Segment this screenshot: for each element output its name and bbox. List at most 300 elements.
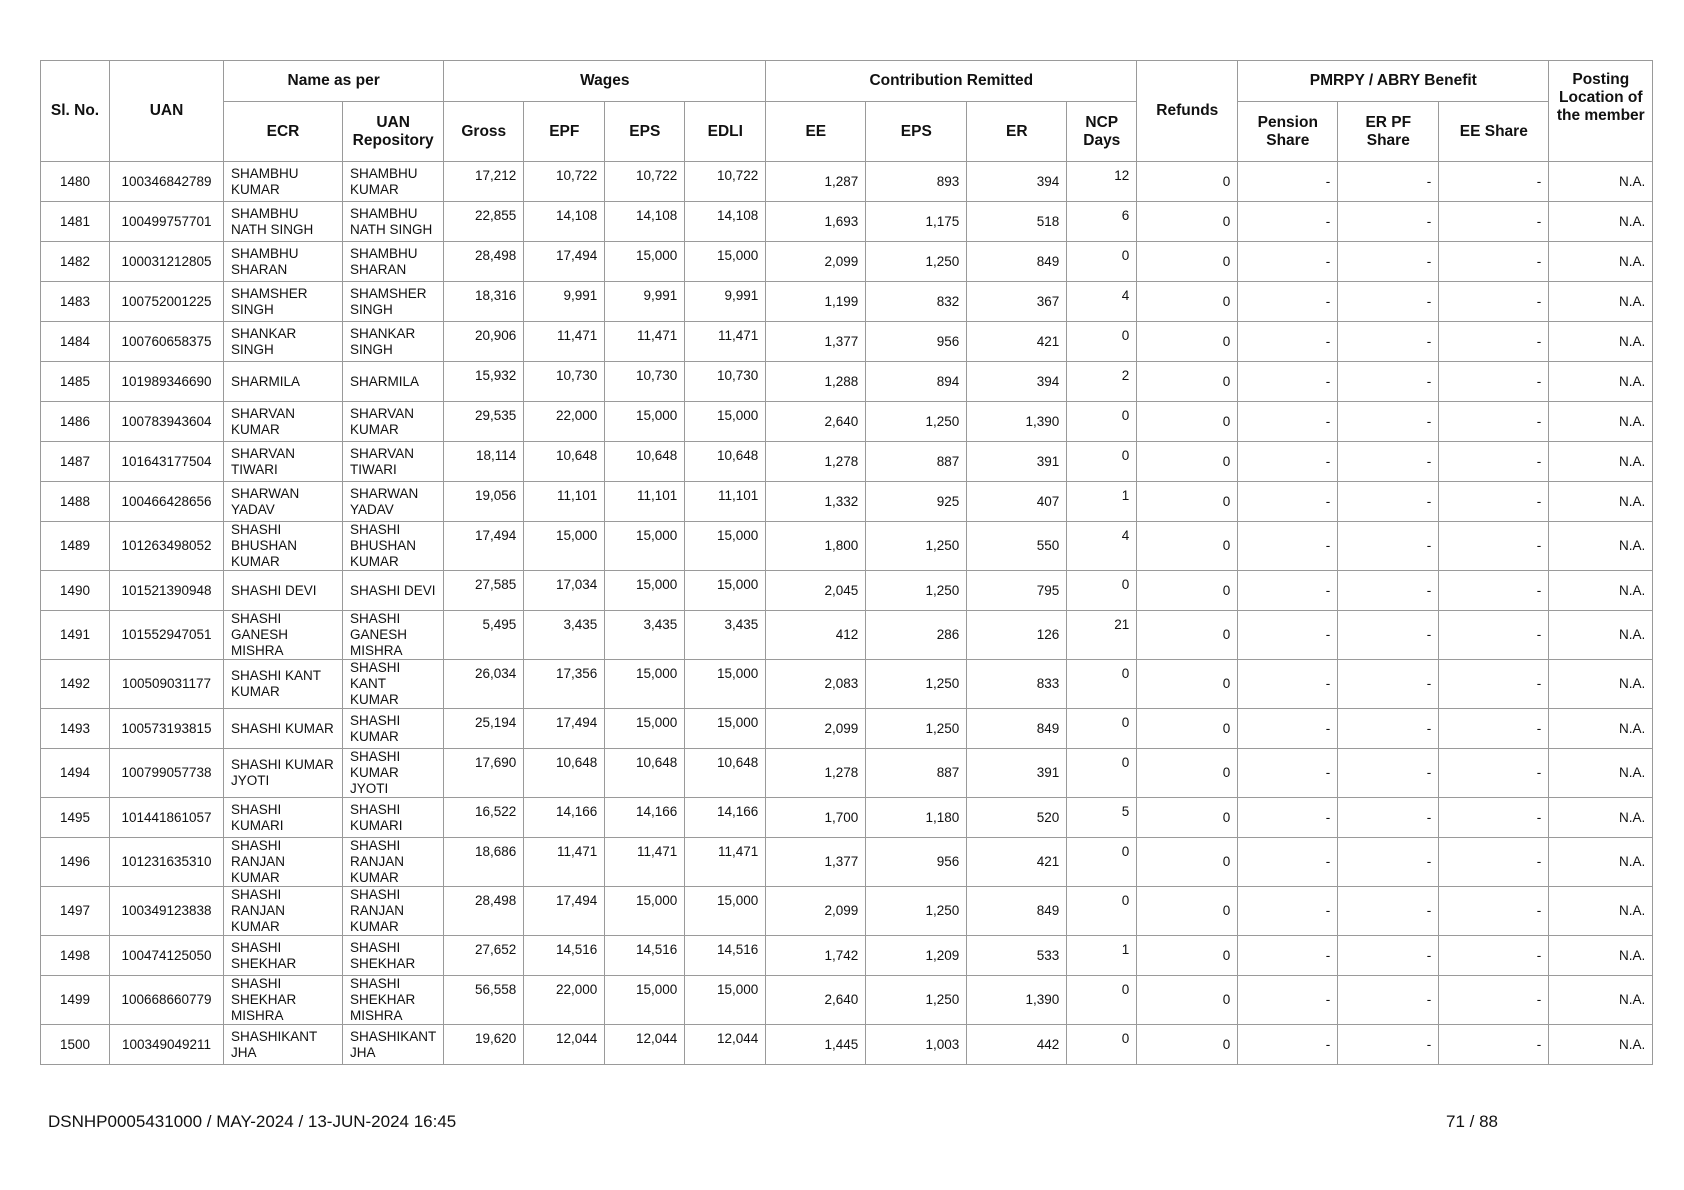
cell-er: 391	[967, 749, 1067, 798]
cell-ncp-days: 0	[1067, 838, 1137, 887]
cell-refunds: 0	[1137, 798, 1238, 838]
cell-ee-share: -	[1439, 442, 1549, 482]
col-ee-share: EE Share	[1439, 102, 1549, 162]
table-row	[41, 242, 1653, 282]
cell-er: 520	[967, 798, 1067, 838]
cell-ecr-name: SHAMBHU NATH SINGH	[224, 202, 343, 242]
cell-epf: 3,435	[524, 611, 605, 660]
cell-gross: 19,056	[444, 482, 524, 522]
cell-ee: 1,700	[766, 798, 866, 838]
cell-uan: 101989346690	[110, 362, 224, 402]
cell-edli: 12,044	[685, 1025, 766, 1065]
cell-gross: 17,494	[444, 522, 524, 571]
cell-ee-share: -	[1439, 282, 1549, 322]
cell-ecr-name: SHASHI KUMARI	[224, 798, 343, 838]
cell-er-pf-share: -	[1338, 887, 1439, 936]
cell-edli: 11,101	[685, 482, 766, 522]
cell-posting-location: N.A.	[1549, 798, 1653, 838]
cell-refunds: 0	[1137, 571, 1238, 611]
cell-ecr-name: SHAMSHER SINGH	[224, 282, 343, 322]
cell-epf: 22,000	[524, 402, 605, 442]
cell-contribution-eps: 1,250	[866, 660, 967, 709]
cell-edli: 10,648	[685, 749, 766, 798]
cell-epf: 12,044	[524, 1025, 605, 1065]
cell-er-pf-share: -	[1338, 402, 1439, 442]
cell-ee: 1,278	[766, 442, 866, 482]
cell-uan: 100349123838	[110, 887, 224, 936]
cell-uan-name: SHASHI KUMAR	[343, 709, 444, 749]
cell-refunds: 0	[1137, 322, 1238, 362]
cell-ee-share: -	[1439, 1025, 1549, 1065]
cell-posting-location: N.A.	[1549, 611, 1653, 660]
cell-epf: 10,722	[524, 162, 605, 202]
cell-uan-name: SHASHI GANESH MISHRA	[343, 611, 444, 660]
cell-ncp-days: 0	[1067, 709, 1137, 749]
cell-edli: 14,108	[685, 202, 766, 242]
cell-er-pf-share: -	[1338, 322, 1439, 362]
cell-er-pf-share: -	[1338, 1025, 1439, 1065]
cell-er: 550	[967, 522, 1067, 571]
cell-ee-share: -	[1439, 838, 1549, 887]
table-row	[41, 482, 1653, 522]
cell-er: 421	[967, 322, 1067, 362]
cell-er-pf-share: -	[1338, 936, 1439, 976]
cell-er-pf-share: -	[1338, 976, 1439, 1025]
table-row	[41, 936, 1653, 976]
col-posting-location: Posting Location of the member	[1549, 61, 1653, 162]
cell-posting-location: N.A.	[1549, 976, 1653, 1025]
cell-posting-location: N.A.	[1549, 936, 1653, 976]
cell-wages-eps: 15,000	[605, 522, 685, 571]
cell-ee: 2,640	[766, 402, 866, 442]
cell-ee-share: -	[1439, 482, 1549, 522]
cell-er: 1,390	[967, 976, 1067, 1025]
cell-ncp-days: 0	[1067, 571, 1137, 611]
cell-uan-name: SHAMBHU KUMAR	[343, 162, 444, 202]
cell-contribution-eps: 925	[866, 482, 967, 522]
cell-posting-location: N.A.	[1549, 402, 1653, 442]
cell-sl-no: 1487	[41, 442, 110, 482]
cell-edli: 11,471	[685, 838, 766, 887]
cell-wages-eps: 15,000	[605, 402, 685, 442]
cell-edli: 15,000	[685, 709, 766, 749]
cell-er-pf-share: -	[1338, 709, 1439, 749]
cell-epf: 14,166	[524, 798, 605, 838]
cell-ecr-name: SHARVAN KUMAR	[224, 402, 343, 442]
cell-uan-name: SHAMBHU NATH SINGH	[343, 202, 444, 242]
cell-posting-location: N.A.	[1549, 322, 1653, 362]
cell-wages-eps: 15,000	[605, 976, 685, 1025]
cell-posting-location: N.A.	[1549, 709, 1653, 749]
cell-uan: 100752001225	[110, 282, 224, 322]
table-row	[41, 749, 1653, 798]
cell-contribution-eps: 1,250	[866, 242, 967, 282]
cell-edli: 9,991	[685, 282, 766, 322]
cell-ecr-name: SHASHI GANESH MISHRA	[224, 611, 343, 660]
col-wages-eps: EPS	[605, 102, 685, 162]
cell-refunds: 0	[1137, 660, 1238, 709]
cell-ncp-days: 4	[1067, 282, 1137, 322]
cell-gross: 15,932	[444, 362, 524, 402]
cell-sl-no: 1480	[41, 162, 110, 202]
cell-er: 421	[967, 838, 1067, 887]
cell-ee: 1,278	[766, 749, 866, 798]
cell-ee-share: -	[1439, 322, 1549, 362]
cell-pension-share: -	[1238, 442, 1338, 482]
cell-er-pf-share: -	[1338, 660, 1439, 709]
table-row	[41, 838, 1653, 887]
cell-ee: 1,693	[766, 202, 866, 242]
cell-refunds: 0	[1137, 1025, 1238, 1065]
cell-edli: 15,000	[685, 571, 766, 611]
cell-uan-name: SHASHI BHUSHAN KUMAR	[343, 522, 444, 571]
cell-ee-share: -	[1439, 402, 1549, 442]
cell-edli: 15,000	[685, 887, 766, 936]
cell-gross: 28,498	[444, 242, 524, 282]
cell-posting-location: N.A.	[1549, 482, 1653, 522]
cell-uan-name: SHARVAN KUMAR	[343, 402, 444, 442]
cell-uan-name: SHASHI DEVI	[343, 571, 444, 611]
cell-er: 407	[967, 482, 1067, 522]
cell-er: 518	[967, 202, 1067, 242]
cell-gross: 19,620	[444, 1025, 524, 1065]
cell-er-pf-share: -	[1338, 522, 1439, 571]
cell-ee: 2,099	[766, 887, 866, 936]
cell-ncp-days: 0	[1067, 887, 1137, 936]
cell-uan: 100349049211	[110, 1025, 224, 1065]
cell-ecr-name: SHARWAN YADAV	[224, 482, 343, 522]
cell-epf: 17,494	[524, 242, 605, 282]
cell-epf: 14,108	[524, 202, 605, 242]
page-number: 71 / 88	[1446, 1112, 1498, 1131]
table-row	[41, 571, 1653, 611]
col-er: ER	[967, 102, 1067, 162]
table-row	[41, 282, 1653, 322]
cell-ncp-days: 2	[1067, 362, 1137, 402]
group-wages: Wages	[444, 61, 766, 102]
cell-ee-share: -	[1439, 976, 1549, 1025]
cell-contribution-eps: 1,250	[866, 976, 967, 1025]
cell-contribution-eps: 887	[866, 442, 967, 482]
cell-ee: 2,045	[766, 571, 866, 611]
cell-wages-eps: 15,000	[605, 887, 685, 936]
cell-epf: 17,494	[524, 887, 605, 936]
cell-refunds: 0	[1137, 887, 1238, 936]
document-reference: DSNHP0005431000 / MAY-2024 / 13-JUN-2024 16:45	[48, 1112, 457, 1131]
cell-er-pf-share: -	[1338, 838, 1439, 887]
cell-er-pf-share: -	[1338, 162, 1439, 202]
cell-wages-eps: 11,471	[605, 838, 685, 887]
cell-uan-name: SHAMBHU SHARAN	[343, 242, 444, 282]
cell-ncp-days: 0	[1067, 976, 1137, 1025]
cell-uan: 100573193815	[110, 709, 224, 749]
cell-sl-no: 1484	[41, 322, 110, 362]
cell-ee-share: -	[1439, 611, 1549, 660]
cell-refunds: 0	[1137, 976, 1238, 1025]
cell-uan: 100466428656	[110, 482, 224, 522]
cell-sl-no: 1492	[41, 660, 110, 709]
table-row	[41, 887, 1653, 936]
cell-edli: 10,730	[685, 362, 766, 402]
cell-pension-share: -	[1238, 976, 1338, 1025]
cell-refunds: 0	[1137, 362, 1238, 402]
table-row	[41, 522, 1653, 571]
cell-posting-location: N.A.	[1549, 749, 1653, 798]
col-ee: EE	[766, 102, 866, 162]
cell-gross: 26,034	[444, 660, 524, 709]
cell-epf: 14,516	[524, 936, 605, 976]
cell-edli: 11,471	[685, 322, 766, 362]
cell-epf: 9,991	[524, 282, 605, 322]
cell-ee-share: -	[1439, 749, 1549, 798]
cell-ee: 412	[766, 611, 866, 660]
cell-posting-location: N.A.	[1549, 887, 1653, 936]
cell-er-pf-share: -	[1338, 798, 1439, 838]
cell-er-pf-share: -	[1338, 482, 1439, 522]
cell-epf: 11,101	[524, 482, 605, 522]
cell-ncp-days: 0	[1067, 1025, 1137, 1065]
cell-gross: 18,686	[444, 838, 524, 887]
cell-ecr-name: SHASHI KUMAR JYOTI	[224, 749, 343, 798]
cell-ee-share: -	[1439, 798, 1549, 838]
cell-uan: 101263498052	[110, 522, 224, 571]
cell-posting-location: N.A.	[1549, 571, 1653, 611]
cell-er-pf-share: -	[1338, 202, 1439, 242]
cell-ee: 1,742	[766, 936, 866, 976]
cell-refunds: 0	[1137, 936, 1238, 976]
cell-pension-share: -	[1238, 571, 1338, 611]
cell-sl-no: 1498	[41, 936, 110, 976]
cell-uan: 100799057738	[110, 749, 224, 798]
cell-wages-eps: 15,000	[605, 242, 685, 282]
cell-gross: 27,585	[444, 571, 524, 611]
col-uan: UAN	[110, 61, 224, 162]
cell-ecr-name: SHASHI BHUSHAN KUMAR	[224, 522, 343, 571]
cell-gross: 17,690	[444, 749, 524, 798]
table-row	[41, 402, 1653, 442]
cell-posting-location: N.A.	[1549, 838, 1653, 887]
cell-er: 442	[967, 1025, 1067, 1065]
cell-ecr-name: SHASHI KANT KUMAR	[224, 660, 343, 709]
cell-epf: 11,471	[524, 322, 605, 362]
cell-edli: 14,516	[685, 936, 766, 976]
cell-sl-no: 1495	[41, 798, 110, 838]
cell-wages-eps: 11,471	[605, 322, 685, 362]
cell-uan: 100031212805	[110, 242, 224, 282]
cell-uan: 100474125050	[110, 936, 224, 976]
cell-refunds: 0	[1137, 242, 1238, 282]
cell-ncp-days: 1	[1067, 936, 1137, 976]
cell-uan-name: SHARVAN TIWARI	[343, 442, 444, 482]
cell-uan: 101521390948	[110, 571, 224, 611]
cell-uan-name: SHASHIKANT JHA	[343, 1025, 444, 1065]
cell-uan: 100783943604	[110, 402, 224, 442]
cell-gross: 28,498	[444, 887, 524, 936]
cell-refunds: 0	[1137, 202, 1238, 242]
cell-sl-no: 1482	[41, 242, 110, 282]
cell-refunds: 0	[1137, 522, 1238, 571]
cell-epf: 17,356	[524, 660, 605, 709]
cell-ncp-days: 21	[1067, 611, 1137, 660]
cell-sl-no: 1500	[41, 1025, 110, 1065]
cell-wages-eps: 10,648	[605, 749, 685, 798]
cell-uan-name: SHANKAR SINGH	[343, 322, 444, 362]
cell-refunds: 0	[1137, 162, 1238, 202]
cell-sl-no: 1486	[41, 402, 110, 442]
cell-er-pf-share: -	[1338, 611, 1439, 660]
cell-ecr-name: SHASHIKANT JHA	[224, 1025, 343, 1065]
cell-contribution-eps: 894	[866, 362, 967, 402]
cell-sl-no: 1494	[41, 749, 110, 798]
cell-refunds: 0	[1137, 442, 1238, 482]
cell-ncp-days: 4	[1067, 522, 1137, 571]
cell-ee-share: -	[1439, 362, 1549, 402]
cell-wages-eps: 10,648	[605, 442, 685, 482]
cell-wages-eps: 15,000	[605, 660, 685, 709]
cell-edli: 15,000	[685, 242, 766, 282]
cell-er-pf-share: -	[1338, 749, 1439, 798]
cell-wages-eps: 15,000	[605, 571, 685, 611]
col-epf: EPF	[524, 102, 605, 162]
cell-uan: 100509031177	[110, 660, 224, 709]
group-contribution-remitted: Contribution Remitted	[766, 61, 1137, 102]
cell-posting-location: N.A.	[1549, 1025, 1653, 1065]
cell-uan-name: SHASHI SHEKHAR	[343, 936, 444, 976]
cell-contribution-eps: 893	[866, 162, 967, 202]
cell-er: 394	[967, 362, 1067, 402]
cell-contribution-eps: 1,175	[866, 202, 967, 242]
cell-posting-location: N.A.	[1549, 202, 1653, 242]
cell-ecr-name: SHAMBHU SHARAN	[224, 242, 343, 282]
cell-posting-location: N.A.	[1549, 242, 1653, 282]
cell-uan: 100760658375	[110, 322, 224, 362]
cell-pension-share: -	[1238, 749, 1338, 798]
cell-er-pf-share: -	[1338, 242, 1439, 282]
cell-edli: 10,648	[685, 442, 766, 482]
group-pmrpy-abry: PMRPY / ABRY Benefit	[1238, 61, 1549, 102]
cell-uan-name: SHARWAN YADAV	[343, 482, 444, 522]
cell-epf: 10,648	[524, 749, 605, 798]
cell-uan-name: SHASHI KANT KUMAR	[343, 660, 444, 709]
cell-posting-location: N.A.	[1549, 362, 1653, 402]
group-name-as-per: Name as per	[224, 61, 444, 102]
cell-sl-no: 1497	[41, 887, 110, 936]
col-sl-no: Sl. No.	[41, 61, 110, 162]
cell-er: 795	[967, 571, 1067, 611]
cell-wages-eps: 10,722	[605, 162, 685, 202]
cell-pension-share: -	[1238, 482, 1338, 522]
cell-er: 849	[967, 242, 1067, 282]
cell-ncp-days: 12	[1067, 162, 1137, 202]
cell-ee: 2,099	[766, 709, 866, 749]
cell-contribution-eps: 956	[866, 322, 967, 362]
col-ecr: ECR	[224, 102, 343, 162]
cell-ee: 1,332	[766, 482, 866, 522]
cell-pension-share: -	[1238, 838, 1338, 887]
cell-ecr-name: SHASHI KUMAR	[224, 709, 343, 749]
cell-contribution-eps: 1,003	[866, 1025, 967, 1065]
cell-wages-eps: 12,044	[605, 1025, 685, 1065]
cell-refunds: 0	[1137, 611, 1238, 660]
cell-er: 391	[967, 442, 1067, 482]
table-header	[41, 61, 1653, 162]
cell-gross: 17,212	[444, 162, 524, 202]
cell-ecr-name: SHASHI RANJAN KUMAR	[224, 838, 343, 887]
cell-pension-share: -	[1238, 660, 1338, 709]
contribution-table	[40, 60, 1653, 1065]
cell-sl-no: 1488	[41, 482, 110, 522]
cell-epf: 17,494	[524, 709, 605, 749]
cell-gross: 22,855	[444, 202, 524, 242]
cell-pension-share: -	[1238, 282, 1338, 322]
cell-ncp-days: 6	[1067, 202, 1137, 242]
cell-ee-share: -	[1439, 202, 1549, 242]
cell-gross: 18,114	[444, 442, 524, 482]
cell-contribution-eps: 832	[866, 282, 967, 322]
cell-epf: 10,648	[524, 442, 605, 482]
cell-ecr-name: SHARVAN TIWARI	[224, 442, 343, 482]
cell-gross: 29,535	[444, 402, 524, 442]
cell-epf: 10,730	[524, 362, 605, 402]
cell-ecr-name: SHASHI DEVI	[224, 571, 343, 611]
cell-uan-name: SHARMILA	[343, 362, 444, 402]
cell-uan-name: SHAMSHER SINGH	[343, 282, 444, 322]
table-row	[41, 1025, 1653, 1065]
cell-edli: 15,000	[685, 660, 766, 709]
cell-ncp-days: 1	[1067, 482, 1137, 522]
cell-pension-share: -	[1238, 362, 1338, 402]
cell-ee-share: -	[1439, 887, 1549, 936]
cell-ee-share: -	[1439, 660, 1549, 709]
cell-contribution-eps: 1,180	[866, 798, 967, 838]
cell-er: 849	[967, 887, 1067, 936]
cell-ecr-name: SHASHI SHEKHAR MISHRA	[224, 976, 343, 1025]
cell-refunds: 0	[1137, 709, 1238, 749]
cell-epf: 22,000	[524, 976, 605, 1025]
cell-gross: 18,316	[444, 282, 524, 322]
cell-ncp-days: 0	[1067, 322, 1137, 362]
cell-contribution-eps: 1,250	[866, 402, 967, 442]
cell-sl-no: 1485	[41, 362, 110, 402]
cell-ncp-days: 0	[1067, 749, 1137, 798]
cell-ncp-days: 0	[1067, 402, 1137, 442]
cell-uan: 101643177504	[110, 442, 224, 482]
cell-wages-eps: 3,435	[605, 611, 685, 660]
cell-ee-share: -	[1439, 936, 1549, 976]
cell-sl-no: 1489	[41, 522, 110, 571]
cell-er-pf-share: -	[1338, 571, 1439, 611]
cell-uan-name: SHASHI SHEKHAR MISHRA	[343, 976, 444, 1025]
cell-sl-no: 1481	[41, 202, 110, 242]
cell-sl-no: 1490	[41, 571, 110, 611]
cell-ee: 1,377	[766, 838, 866, 887]
cell-edli: 10,722	[685, 162, 766, 202]
cell-gross: 27,652	[444, 936, 524, 976]
cell-ncp-days: 5	[1067, 798, 1137, 838]
cell-ee: 1,287	[766, 162, 866, 202]
cell-ee: 2,640	[766, 976, 866, 1025]
cell-uan-name: SHASHI KUMARI	[343, 798, 444, 838]
table-row	[41, 442, 1653, 482]
cell-ncp-days: 0	[1067, 660, 1137, 709]
cell-epf: 15,000	[524, 522, 605, 571]
cell-refunds: 0	[1137, 282, 1238, 322]
cell-pension-share: -	[1238, 242, 1338, 282]
cell-er: 367	[967, 282, 1067, 322]
cell-ee-share: -	[1439, 709, 1549, 749]
cell-wages-eps: 14,166	[605, 798, 685, 838]
cell-uan-name: SHASHI RANJAN KUMAR	[343, 887, 444, 936]
